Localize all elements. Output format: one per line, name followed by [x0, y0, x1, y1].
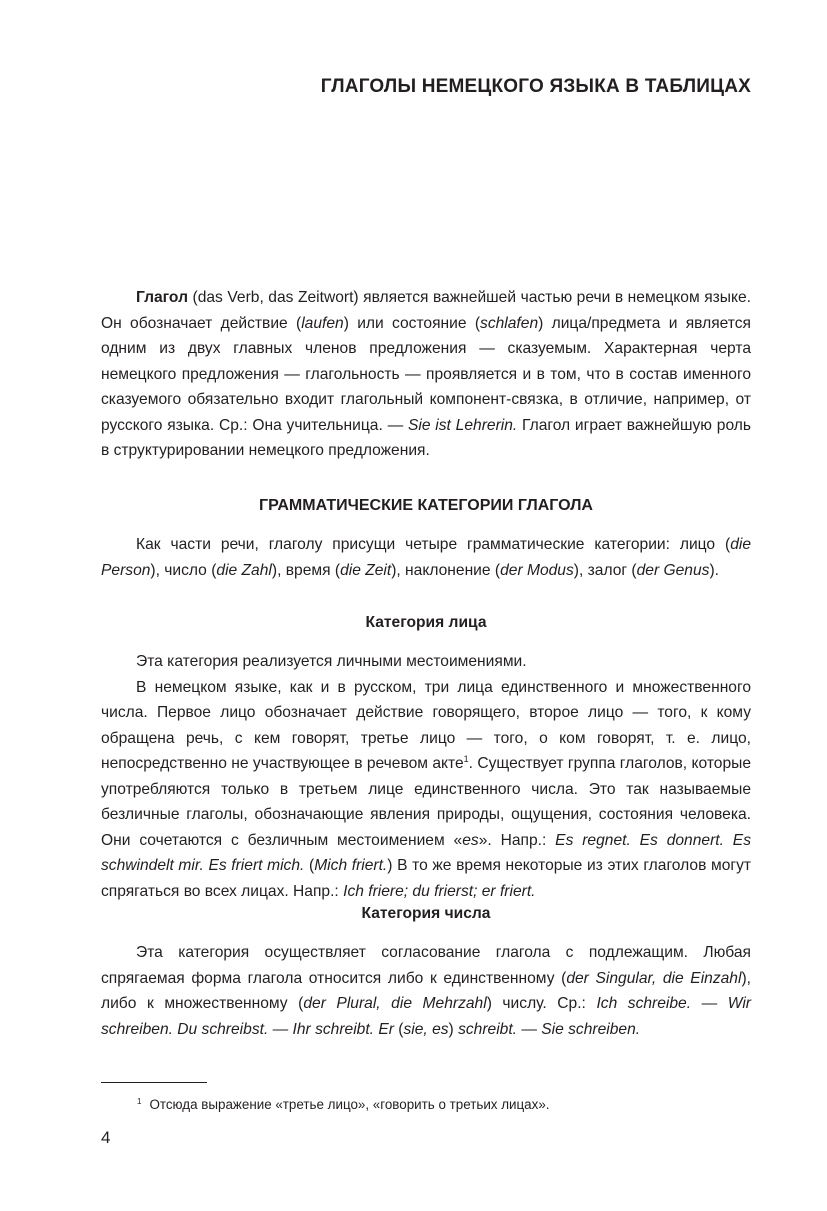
footnote: $^1$ Отсюда выражение «третье лицо», «говорить о третьих лицах». [137, 1096, 550, 1112]
number-category-text: Эта категория осуществляет согласование глагола с подлежащим. Любая спрягаемая форма глагола относится либо к единственному (der Singular, die Einzahl), либо к множественному (der Plural, die Mehrzahl) числу. Ср.: Ich schreibe. — Wir schreiben. Du schreibst. — Ihr schreibt. Er (sie, es) schreibt. — Sie schreiben. [101, 944, 752, 1038]
page-number: 4 [101, 1128, 111, 1147]
footnote-mark: 1 [463, 753, 469, 764]
intro-paragraph: Глагол (das Verb, das Zeitwort) является важнейшей частью речи в немецком языке. Он обозначает действие (laufen) или состояние (schlafen) лица/предмета и является одним из двух главных членов предложения — сказуемым. Характерная черта немецкого предложения — глагольность — проявляется и в том, что в состав именного сказуемого обязательно входит глагольный компонент-связка, в отличие, например, от русского языка. Ср.: Она учительница. — Sie ist Lehrerin. Глагол играет важнейшую роль в структурировании немецкого предложения. [101, 289, 751, 459]
categories-paragraph: Как части речи, глаголу присущи четыре грамматические категории: лицо (die Person), число (die Zahl), время (die Zeit), наклонение (der Modus), залог (der Genus). [101, 536, 751, 579]
person-category-text: Эта категория реализуется личными местоимениями. В немецком языке, как и в русском, три лица единственного и множественного числа. Первое лицо обозначает действие говорящего, второе лицо — того, к кому обращена речь, с кем говорят, третье лицо — того, о ком говорят, т. е. лицо, непосредственно не участвующее в речевом акте$^1$. Существует группа глаголов, которые употребляются только в третьем лице единственного числа. Это так называемые безличные глаголы, обозначающие явления природы, ощущения, состояния человека. Они сочетаются с безличным местоимением «es». Напр.: Es regnet. Es donnert. Es schwindelt mir. Es friert mich. (Mich friert.) В то же время некоторые из этих глаголов могут спрягаться во всех лицах. Напр.: Ich friere; du frierst; er friert. [101, 653, 752, 900]
person-category-title: Категория лица [365, 614, 487, 631]
number-category-title: Категория числа [361, 905, 491, 922]
footnote-rule [101, 1082, 207, 1083]
running-head: ГЛАГОЛЫ НЕМЕЦКОГО ЯЗЫКА В ТАБЛИЦАХ [320, 76, 751, 97]
term-verb: Глагол [136, 289, 188, 306]
section-title: ГРАММАТИЧЕСКИЕ КАТЕГОРИИ ГЛАГОЛА [259, 497, 593, 514]
